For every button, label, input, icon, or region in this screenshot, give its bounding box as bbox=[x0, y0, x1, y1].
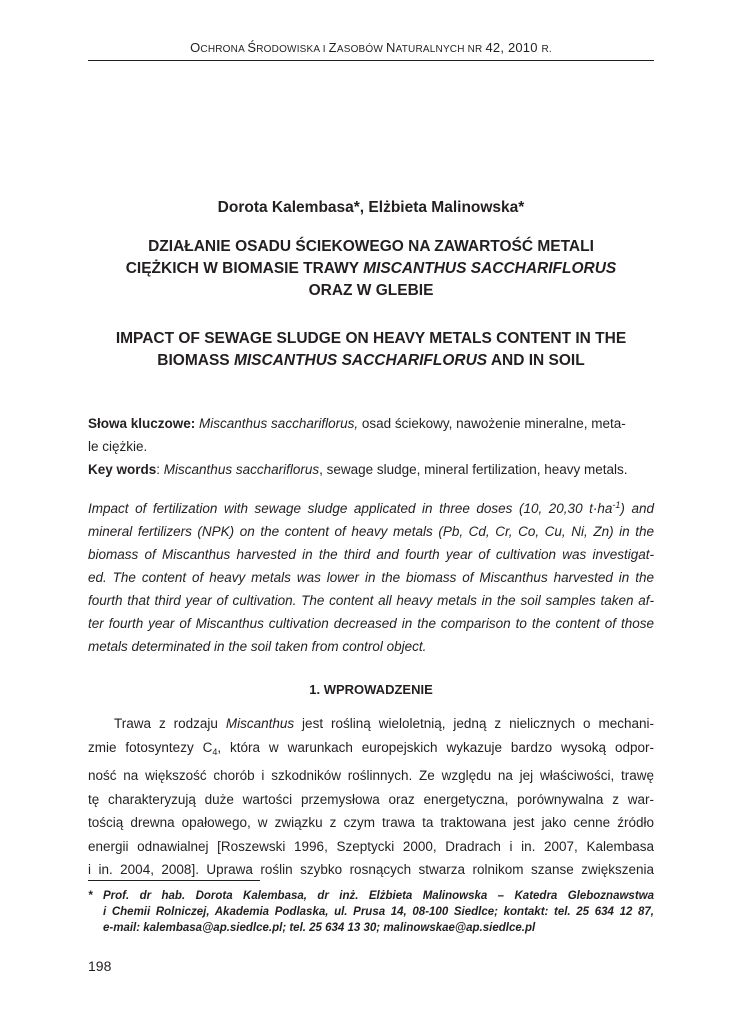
page-number: 198 bbox=[88, 958, 112, 974]
title-polish-text: CIĘŻKICH W BIOMASIE TRAWY bbox=[125, 260, 364, 277]
intro-line bbox=[88, 736, 654, 765]
title-polish-line: ORAZ W GLEBIE bbox=[308, 282, 434, 299]
abstract-superscript: -1 bbox=[612, 500, 621, 510]
journal-title-initial: O bbox=[190, 40, 201, 55]
title-polish-line bbox=[88, 258, 654, 280]
intro-text: jest rośliną wieloletnią, jedną z nielicznych o mechani- bbox=[294, 716, 654, 731]
journal-title-part: CHRONA bbox=[200, 44, 248, 55]
keywords-polish-text: le ciężkie. bbox=[88, 439, 148, 454]
section-heading: 1. WPROWADZENIE bbox=[309, 682, 433, 697]
title-polish bbox=[88, 236, 654, 302]
footnote-line: Prof. dr hab. Dorota Kalembasa, dr inż. Elżbieta Malinowska – Katedra Gleboznawstwa bbox=[103, 890, 654, 902]
abstract-line: biomass of Miscanthus harvested in the third and fourth year of cultivation was investigat- bbox=[88, 547, 654, 562]
keywords-polish bbox=[88, 412, 654, 458]
intro-paragraph bbox=[88, 712, 654, 882]
intro-line: tę charakteryzują duże wartości przemysłowa oraz energetyczna, porównywalna z war- bbox=[88, 791, 654, 807]
journal-title-part: ATURALNYCH NR bbox=[395, 44, 486, 55]
journal-title-initial: Z bbox=[328, 40, 337, 55]
abstract-line: metals determinated in the soil taken from control object. bbox=[88, 639, 427, 654]
abstract-line: mineral fertilizers (NPK) on the content of heavy metals (Pb, Cd, Cr, Co, Cu, Ni, Zn) in the bbox=[88, 524, 654, 539]
abstract-line bbox=[88, 494, 654, 520]
title-english-line: IMPACT OF SEWAGE SLUDGE ON HEAVY METALS CONTENT IN THE bbox=[115, 330, 627, 347]
abstract-line: fourth that third year of cultivation. The content all heavy metals in the soil samples taken af- bbox=[88, 593, 654, 608]
title-english-line bbox=[88, 350, 654, 372]
footnote-line: e-mail: kalembasa@ap.siedlce.pl; tel. 25 634 13 30; malinowskae@ap.siedlce.pl bbox=[103, 922, 536, 934]
intro-line bbox=[88, 712, 654, 736]
keywords-english-species: Miscanthus sacchariflorus bbox=[163, 462, 320, 477]
title-english-species: MISCANTHUS SACCHARIFLORUS bbox=[233, 352, 488, 369]
abstract-text: ) and bbox=[620, 501, 654, 516]
title-english-text: AND IN SOIL bbox=[487, 352, 585, 369]
keywords-english bbox=[88, 458, 654, 481]
footnote-rule bbox=[88, 880, 260, 881]
intro-species: Miscanthus bbox=[225, 716, 295, 731]
intro-text: zmie fotosyntezy C bbox=[88, 739, 213, 755]
journal-header bbox=[88, 40, 654, 55]
journal-year-suffix: R. bbox=[541, 44, 552, 55]
authors: Dorota Kalembasa*, Elżbieta Malinowska* bbox=[217, 199, 525, 216]
title-english-text: BIOMASS bbox=[157, 352, 234, 369]
footnote-line: i Chemii Rolniczej, Akademia Podlaska, ul. Prusa 14, 08-100 Siedlce; kontakt: tel. 25 634 12 87, bbox=[103, 906, 654, 918]
abstract bbox=[88, 494, 654, 658]
title-polish-line: DZIAŁANIE OSADU ŚCIEKOWEGO NA ZAWARTOŚĆ METALI bbox=[148, 238, 594, 255]
keywords-english-label: Key words bbox=[88, 462, 157, 477]
abstract-line: ter fourth year of Miscanthus cultivation decreased in the comparison to the content of those bbox=[88, 616, 654, 631]
title-polish-species: MISCANTHUS SACCHARIFLORUS bbox=[363, 260, 617, 277]
footnote-body bbox=[103, 888, 654, 936]
journal-issue: 42, 2010 bbox=[485, 40, 542, 55]
intro-line: ność na większość chorób i szkodników roślinnych. Ze względu na jej właściwości, trawę bbox=[88, 768, 654, 783]
journal-title-initial: Ś bbox=[247, 40, 257, 55]
abstract-text: Impact of fertilization with sewage sludge applicated in three doses (10, 20,30 t·ha bbox=[88, 501, 613, 516]
title-english bbox=[88, 328, 654, 372]
footnote bbox=[88, 888, 654, 936]
intro-text: , która w warunkach europejskich wykazuje bardzo wysoką odpor- bbox=[217, 739, 654, 755]
journal-title-part: ASOBÓW bbox=[336, 44, 387, 55]
keywords-polish-text: osad ściekowy, nawożenie mineralne, meta- bbox=[358, 416, 626, 431]
footnote-marker: * bbox=[88, 890, 93, 902]
keywords-english-text: , sewage sludge, mineral fertilization, heavy metals. bbox=[319, 462, 628, 477]
intro-text: Trawa z rodzaju bbox=[114, 716, 226, 731]
intro-line: energii odnawialnej [Roszewski 1996, Szeptycki 2000, Dradrach i in. 2007, Kalembasa bbox=[88, 838, 654, 854]
journal-title-initial: N bbox=[386, 40, 396, 55]
intro-subscript: 4 bbox=[212, 746, 218, 757]
abstract-line: ed. The content of heavy metals was lower in the biomass of Miscanthus harvested in the bbox=[88, 570, 654, 585]
intro-line: i in. 2004, 2008]. Uprawa roślin szybko rosnących stwarza rolnikom szanse zwiększenia bbox=[88, 862, 654, 877]
header-rule bbox=[88, 60, 654, 61]
keywords-english-colon: : bbox=[156, 462, 164, 477]
journal-title-part: RODOWISKA I bbox=[256, 44, 329, 55]
keywords-polish-label: Słowa kluczowe: bbox=[88, 416, 196, 431]
keywords-polish-species: Miscanthus sacchariflorus, bbox=[195, 416, 359, 431]
intro-line: tością drewna opałowego, w związku z czym trawa ta traktowana jest jako cenne źródło bbox=[88, 815, 654, 830]
